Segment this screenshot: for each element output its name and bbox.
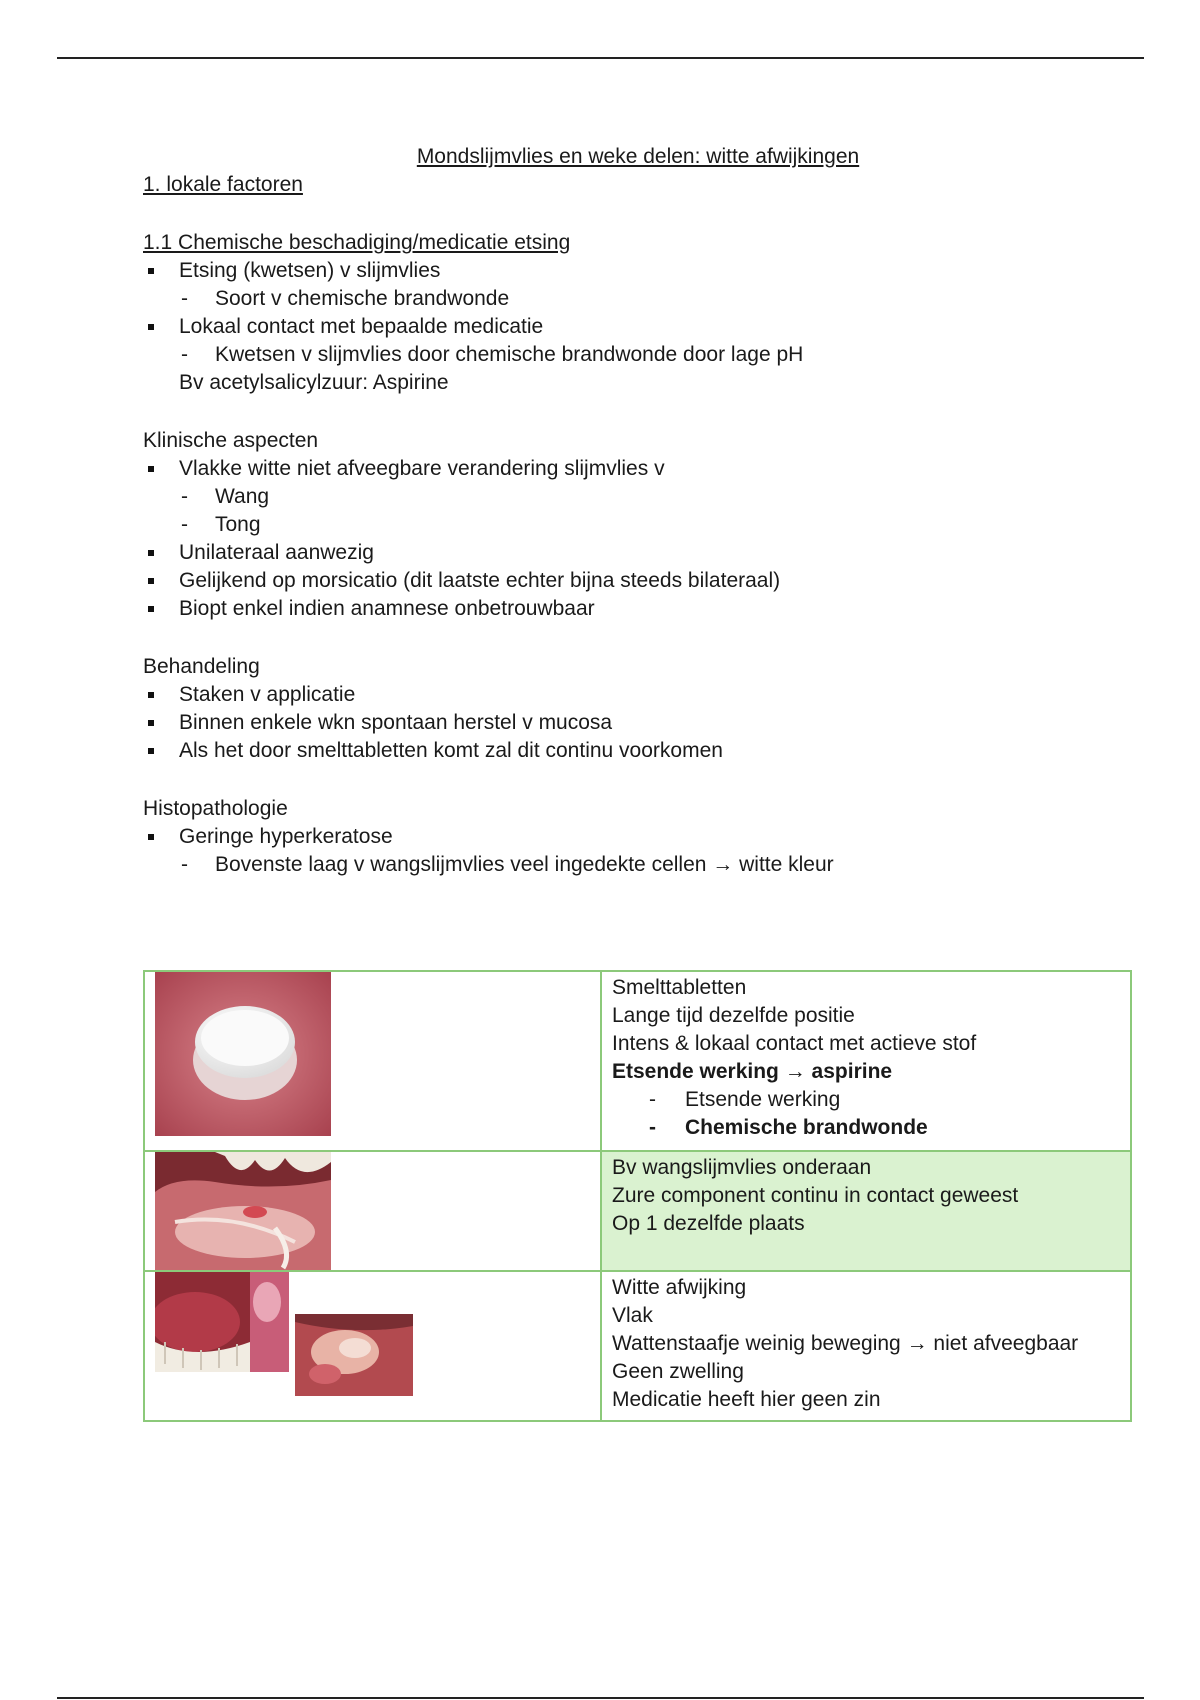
cell-line: Intens & lokaal contact met actieve stof — [612, 1032, 977, 1055]
behandeling-list — [143, 681, 1133, 765]
histo-list — [143, 823, 1133, 851]
lesion-closeup-photo — [295, 1314, 413, 1396]
list-item: Staken v applicatie — [143, 681, 1133, 709]
image-cell — [144, 1271, 601, 1421]
histo-sublist — [143, 851, 1133, 879]
intro-sublist — [143, 285, 1133, 313]
intro-list-2 — [143, 313, 1133, 341]
cell-line: Geen zwelling — [612, 1360, 744, 1383]
intro-list — [143, 257, 1133, 285]
cell-line: Vlak — [612, 1304, 653, 1327]
cell-subline: - Etsende werking — [612, 1086, 1120, 1114]
section-heading-1-1: 1.1 Chemische beschadiging/medicatie etsing — [143, 231, 571, 254]
behandeling-heading: Behandeling — [143, 655, 260, 678]
klinisch-list — [143, 455, 1133, 483]
list-item: Binnen enkele wkn spontaan herstel v mucosa — [143, 709, 1133, 737]
image-cell — [144, 1151, 601, 1271]
klinisch-sublist — [143, 483, 1133, 539]
list-item: Biopt enkel indien anamnese onbetrouwbaar — [143, 595, 1133, 623]
footer-rule — [57, 1697, 1144, 1699]
cell-line: Medicatie heeft hier geen zin — [612, 1388, 881, 1411]
cell-line: Witte afwijking — [612, 1276, 747, 1299]
page-title: Mondslijmvlies en weke delen: witte afwijkingen — [416, 145, 860, 168]
tablet-photo — [155, 972, 331, 1136]
cell-line: Op 1 dezelfde plaats — [612, 1212, 805, 1235]
intro-sublist-2 — [143, 341, 1133, 369]
cell-line: Etsende werking → aspirine — [612, 1060, 893, 1083]
list-item: Als het door smelttabletten komt zal dit continu voorkomen — [143, 737, 1133, 765]
image-cell — [144, 971, 601, 1151]
list-item: Gelijkend op morsicatio (dit laatste echter bijna steeds bilateraal) — [143, 567, 1133, 595]
list-item: - Tong — [143, 511, 1133, 539]
list-item: Unilateraal aanwezig — [143, 539, 1133, 567]
list-item: - Wang — [143, 483, 1133, 511]
table-row — [144, 1151, 1131, 1271]
table-row — [144, 1271, 1131, 1421]
text-cell — [601, 1271, 1131, 1421]
cell-line: Zure component continu in contact geweest — [612, 1184, 1019, 1207]
cell-line: Wattenstaafje weinig beweging → niet afveegbaar — [612, 1332, 1079, 1355]
cell-line: Lange tijd dezelfde positie — [612, 1004, 855, 1027]
klinisch-heading: Klinische aspecten — [143, 429, 319, 452]
section-heading-1: 1. lokale factoren — [143, 173, 303, 196]
list-item: Etsing (kwetsen) v slijmvlies — [143, 257, 1133, 285]
cheek-lesion-photo — [155, 1152, 331, 1270]
example-note: Bv acetylsalicylzuur: Aspirine — [179, 371, 449, 394]
text-cell — [601, 971, 1131, 1151]
text-cell — [601, 1151, 1131, 1271]
cell-line: Bv wangslijmvlies onderaan — [612, 1156, 872, 1179]
document-body — [143, 143, 1133, 879]
list-item: Lokaal contact met bepaalde medicatie — [143, 313, 1133, 341]
image-table — [143, 970, 1132, 1422]
histo-heading: Histopathologie — [143, 797, 288, 820]
list-item: - Kwetsen v slijmvlies door chemische brandwonde door lage pH — [143, 341, 1133, 369]
cell-line: Smelttabletten — [612, 976, 747, 999]
list-item: - Bovenste laag v wangslijmvlies veel ingedekte cellen → witte kleur — [143, 851, 1133, 879]
list-item: - Soort v chemische brandwonde — [143, 285, 1133, 313]
klinisch-list-2 — [143, 539, 1133, 623]
header-rule — [57, 57, 1144, 59]
list-item: Geringe hyperkeratose — [143, 823, 1133, 851]
list-item: Vlakke witte niet afveegbare verandering slijmvlies v — [143, 455, 1133, 483]
table-row — [144, 971, 1131, 1151]
mouth-photo — [155, 1272, 289, 1372]
cell-subline: - Chemische brandwonde — [612, 1114, 1120, 1142]
